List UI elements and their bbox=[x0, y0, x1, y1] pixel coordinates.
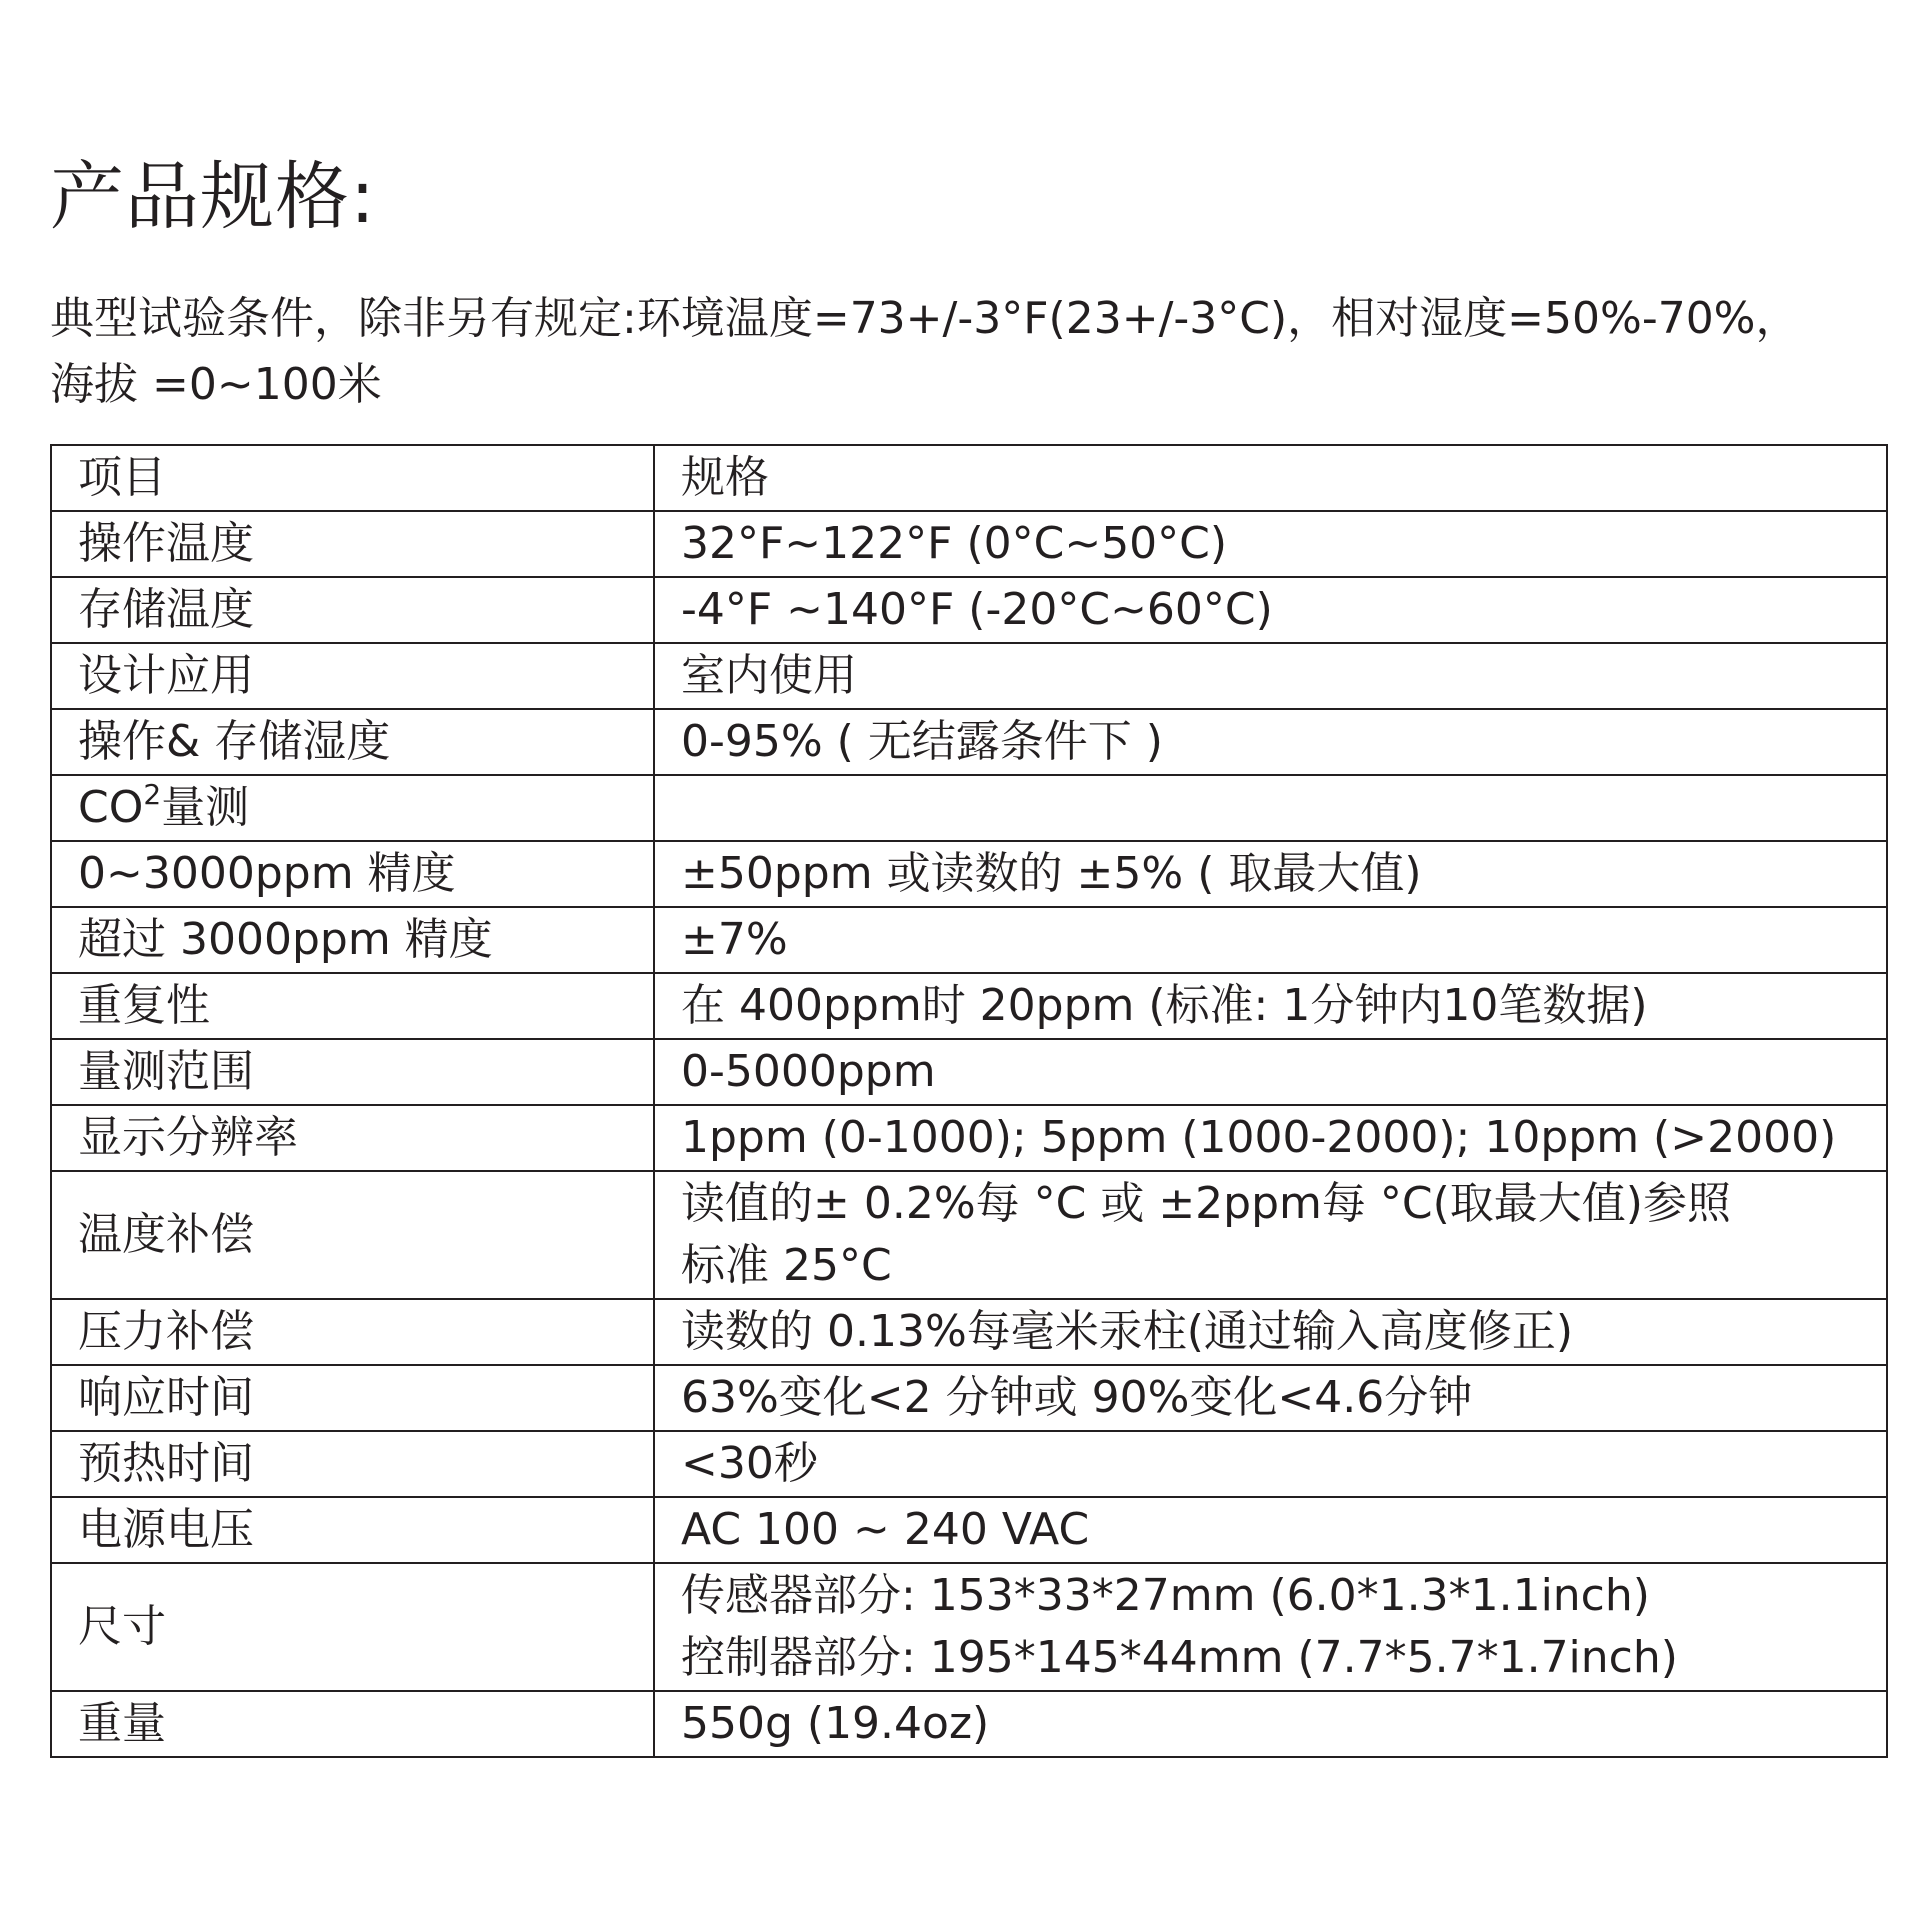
item-cell: 操作& 存储湿度 bbox=[51, 709, 654, 775]
spec-cell: 读数的 0.13%每毫米汞柱(通过输入高度修正) bbox=[654, 1299, 1887, 1365]
co2-prefix: CO bbox=[78, 782, 144, 833]
spec-cell: 32°F~122°F (0°C~50°C) bbox=[654, 511, 1887, 577]
item-cell: 重复性 bbox=[51, 973, 654, 1039]
spec-cell: 0-95% ( 无结露条件下 ) bbox=[654, 709, 1887, 775]
table-row bbox=[51, 1431, 1887, 1497]
table-row bbox=[51, 1497, 1887, 1563]
spec-cell: ±50ppm 或读数的 ±5% ( 取最大值) bbox=[654, 841, 1887, 907]
spec-cell: -4°F ~140°F (-20°C~60°C) bbox=[654, 577, 1887, 643]
table-row bbox=[51, 643, 1887, 709]
header-spec-cell: 规格 bbox=[654, 445, 1887, 511]
spec-cell: <30秒 bbox=[654, 1431, 1887, 1497]
spec-line: 标准 25°C bbox=[681, 1240, 892, 1291]
table-row bbox=[51, 1365, 1887, 1431]
spec-line: 传感器部分: 153*33*27mm (6.0*1.3*1.1inch) bbox=[681, 1570, 1650, 1621]
test-conditions-line-1: 典型试验条件，除非另有规定:环境温度=73+/-3°F(23+/-3°C)，相对湿度=50%-70%， bbox=[50, 293, 1800, 344]
co2-subscript: 2 bbox=[143, 778, 162, 811]
spec-cell: 1ppm (0-1000); 5ppm (1000-2000); 10ppm (>2000) bbox=[654, 1105, 1887, 1171]
test-conditions-line-2: 海拔 =0~100米 bbox=[50, 359, 382, 410]
item-cell: 超过 3000ppm 精度 bbox=[51, 907, 654, 973]
item-cell: 预热时间 bbox=[51, 1431, 654, 1497]
page-title: 产品规格: bbox=[50, 154, 376, 240]
item-cell: 压力补偿 bbox=[51, 1299, 654, 1365]
spec-cell: 550g (19.4oz) bbox=[654, 1691, 1887, 1757]
header-item-cell: 项目 bbox=[51, 445, 654, 511]
table-row bbox=[51, 1563, 1887, 1691]
item-cell: 设计应用 bbox=[51, 643, 654, 709]
item-cell: 存储温度 bbox=[51, 577, 654, 643]
spec-table bbox=[50, 444, 1888, 1758]
test-conditions-text bbox=[50, 286, 1890, 418]
table-row bbox=[51, 511, 1887, 577]
spec-line: 控制器部分: 195*145*44mm (7.7*5.7*1.7inch) bbox=[681, 1632, 1678, 1683]
item-cell: 温度补偿 bbox=[51, 1171, 654, 1299]
table-row bbox=[51, 841, 1887, 907]
table-row bbox=[51, 1039, 1887, 1105]
spec-cell bbox=[654, 1171, 1887, 1299]
spec-cell: 0-5000ppm bbox=[654, 1039, 1887, 1105]
table-row bbox=[51, 1299, 1887, 1365]
item-cell: 响应时间 bbox=[51, 1365, 654, 1431]
item-cell: 显示分辨率 bbox=[51, 1105, 654, 1171]
co2-suffix: 量测 bbox=[161, 782, 250, 833]
table-row bbox=[51, 907, 1887, 973]
table-header-row bbox=[51, 445, 1887, 511]
spec-cell bbox=[654, 775, 1887, 841]
table-row bbox=[51, 1171, 1887, 1299]
item-cell: 电源电压 bbox=[51, 1497, 654, 1563]
spec-cell: 63%变化<2 分钟或 90%变化<4.6分钟 bbox=[654, 1365, 1887, 1431]
spec-cell bbox=[654, 1563, 1887, 1691]
spec-line: 读值的± 0.2%每 °C 或 ±2ppm每 °C(取最大值)参照 bbox=[681, 1178, 1731, 1229]
spec-cell: AC 100 ~ 240 VAC bbox=[654, 1497, 1887, 1563]
spec-cell: ±7% bbox=[654, 907, 1887, 973]
item-cell: 0~3000ppm 精度 bbox=[51, 841, 654, 907]
table-row bbox=[51, 1691, 1887, 1757]
item-cell bbox=[51, 775, 654, 841]
spec-cell: 室内使用 bbox=[654, 643, 1887, 709]
table-row bbox=[51, 709, 1887, 775]
table-row bbox=[51, 1105, 1887, 1171]
item-cell: 尺寸 bbox=[51, 1563, 654, 1691]
item-cell: 量测范围 bbox=[51, 1039, 654, 1105]
table-row bbox=[51, 973, 1887, 1039]
spec-cell: 在 400ppm时 20ppm (标准: 1分钟内10笔数据) bbox=[654, 973, 1887, 1039]
item-cell: 重量 bbox=[51, 1691, 654, 1757]
table-row bbox=[51, 577, 1887, 643]
item-cell: 操作温度 bbox=[51, 511, 654, 577]
table-row bbox=[51, 775, 1887, 841]
